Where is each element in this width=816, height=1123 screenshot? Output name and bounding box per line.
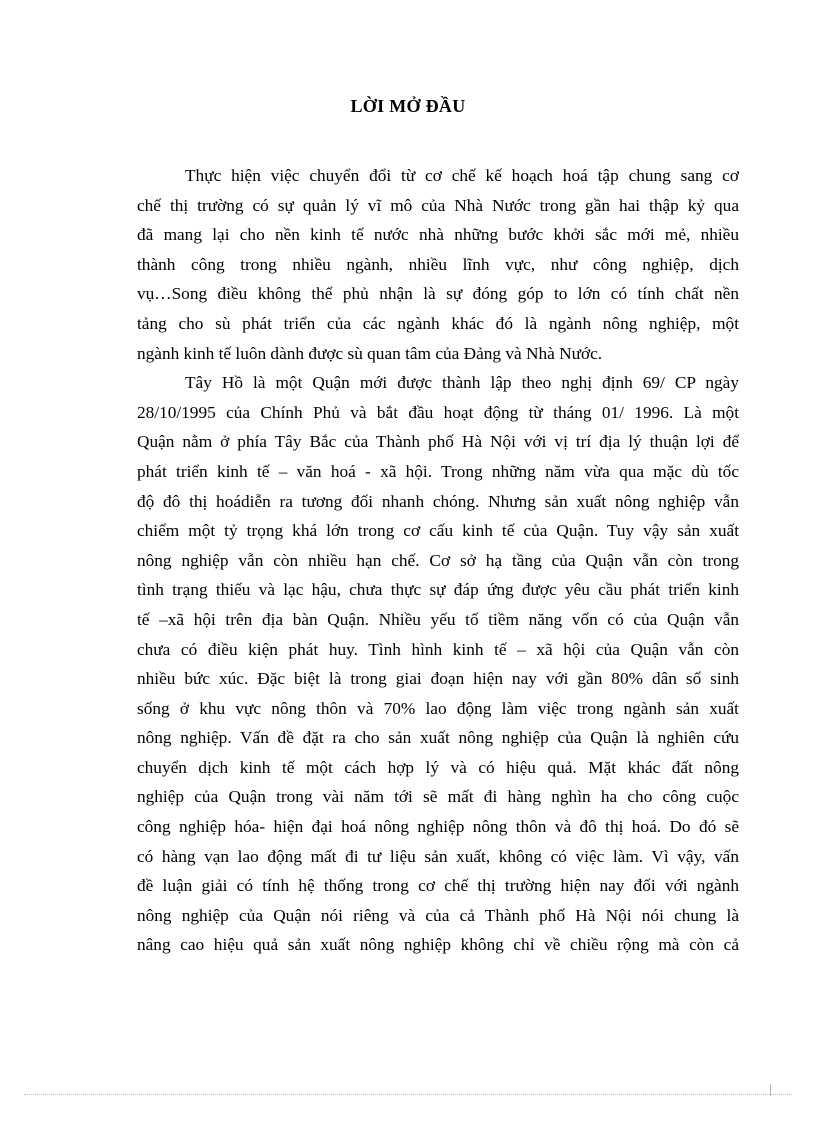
text-line: có hàng vạn lao động mất đi tư liệu sản xuất, không có việc làm. Vì vậy, vấn <box>137 846 739 866</box>
text-line: công nghiệp hóa- hiện đại hoá nông nghiệp nông thôn và đô thị hoá. Do đó sẽ <box>137 817 739 837</box>
text-line: đề luận giải có tính hệ thống trong cơ chế thị trường hiện nay đối với ngành <box>137 876 739 896</box>
text-line: chuyển dịch kinh tế một cách hợp lý và có hiệu quả. Mặt khác đất nông <box>137 757 739 777</box>
text-line: 28/10/1995 của Chính Phủ và bắt đầu hoạt động từ tháng 01/ 1996. Là một <box>137 402 739 422</box>
text-line: ngành kinh tế luôn dành được sù quan tâm của Đảng và Nhà Nước. <box>137 343 603 363</box>
text-line: Quận nằm ở phía Tây Bắc của Thành phố Hà Nội với vị trí địa lý thuận lợi để <box>137 432 739 452</box>
text-line: sống ở khu vực nông thôn và 70% lao động làm việc trong ngành sản xuất <box>137 698 739 718</box>
text-line: vụ…Song điều không thể phủ nhận là sự đóng góp to lớn có tính chất nền <box>137 284 739 304</box>
text-line: Thực hiện việc chuyển đổi từ cơ chế kế hoạch hoá tập chung sang cơ <box>185 166 739 185</box>
text-line: Tây Hồ là một Quận mới được thành lập theo nghị định 69/ CP ngày <box>185 373 739 393</box>
text-line: chế thị trường có sự quản lý vĩ mô của Nhà Nước trong gần hai thập kỷ qua <box>137 195 739 215</box>
text-line: độ đô thị hoádiễn ra tương đối nhanh chóng. Nhưng sản xuất nông nghiệp vẫn <box>137 491 739 511</box>
text-line: nông nghiệp của Quận nói riêng và của cả Thành phố Hà Nội nói chung là <box>137 905 739 925</box>
text-line: chiếm một tỷ trọng khá lớn trong cơ cấu kinh tế của Quận. Tuy vậy sản xuất <box>137 521 739 541</box>
text-line: chưa có điều kiện phát huy. Tình hình kinh tế – xã hội của Quận vẫn còn <box>137 639 739 659</box>
text-line: nghiệp của Quận trong vài năm tới sẽ mất đi hàng nghìn ha cho công cuộc <box>137 787 739 807</box>
text-line: tảng cho sù phát triển của các ngành khác đó là ngành nông nghiệp, một <box>137 313 739 333</box>
text-line: đã mang lại cho nền kinh tế nước nhà những bước khởi sắc mới mẻ, nhiều <box>137 225 739 245</box>
body-text <box>137 161 739 960</box>
text-line: tình trạng thiếu và lạc hậu, chưa thực sự đáp ứng được yêu cầu phát triển kinh <box>137 580 739 600</box>
text-line: nhiều bức xúc. Đặc biệt là trong giai đoạn hiện nay với gần 80% dân số sinh <box>137 669 739 689</box>
page-bottom-divider <box>24 1094 792 1095</box>
text-line: nông nghiệp vẫn còn nhiều hạn chế. Cơ sở hạ tầng của Quận vẫn còn trong <box>137 550 739 570</box>
text-line: thành công trong nhiều ngành, nhiều lĩnh vực, như công nghiệp, dịch <box>137 254 739 274</box>
page-corner-mark <box>770 1084 771 1096</box>
text-line: nâng cao hiệu quả sản xuất nông nghiệp không chỉ về chiều rộng mà còn cả <box>137 935 739 955</box>
text-line: phát triển kinh tế – văn hoá - xã hội. Trong những năm vừa qua mặc dù tốc <box>137 461 739 481</box>
page-title: LỜI MỞ ĐẦU <box>350 96 466 116</box>
text-line: tế –xã hội trên địa bàn Quận. Nhiều yếu tố tiềm năng vốn có của Quận vẫn <box>137 609 739 629</box>
text-line: nông nghiệp. Vấn đề đặt ra cho sản xuất nông nghiệp của Quận là nghiên cứu <box>137 728 739 748</box>
